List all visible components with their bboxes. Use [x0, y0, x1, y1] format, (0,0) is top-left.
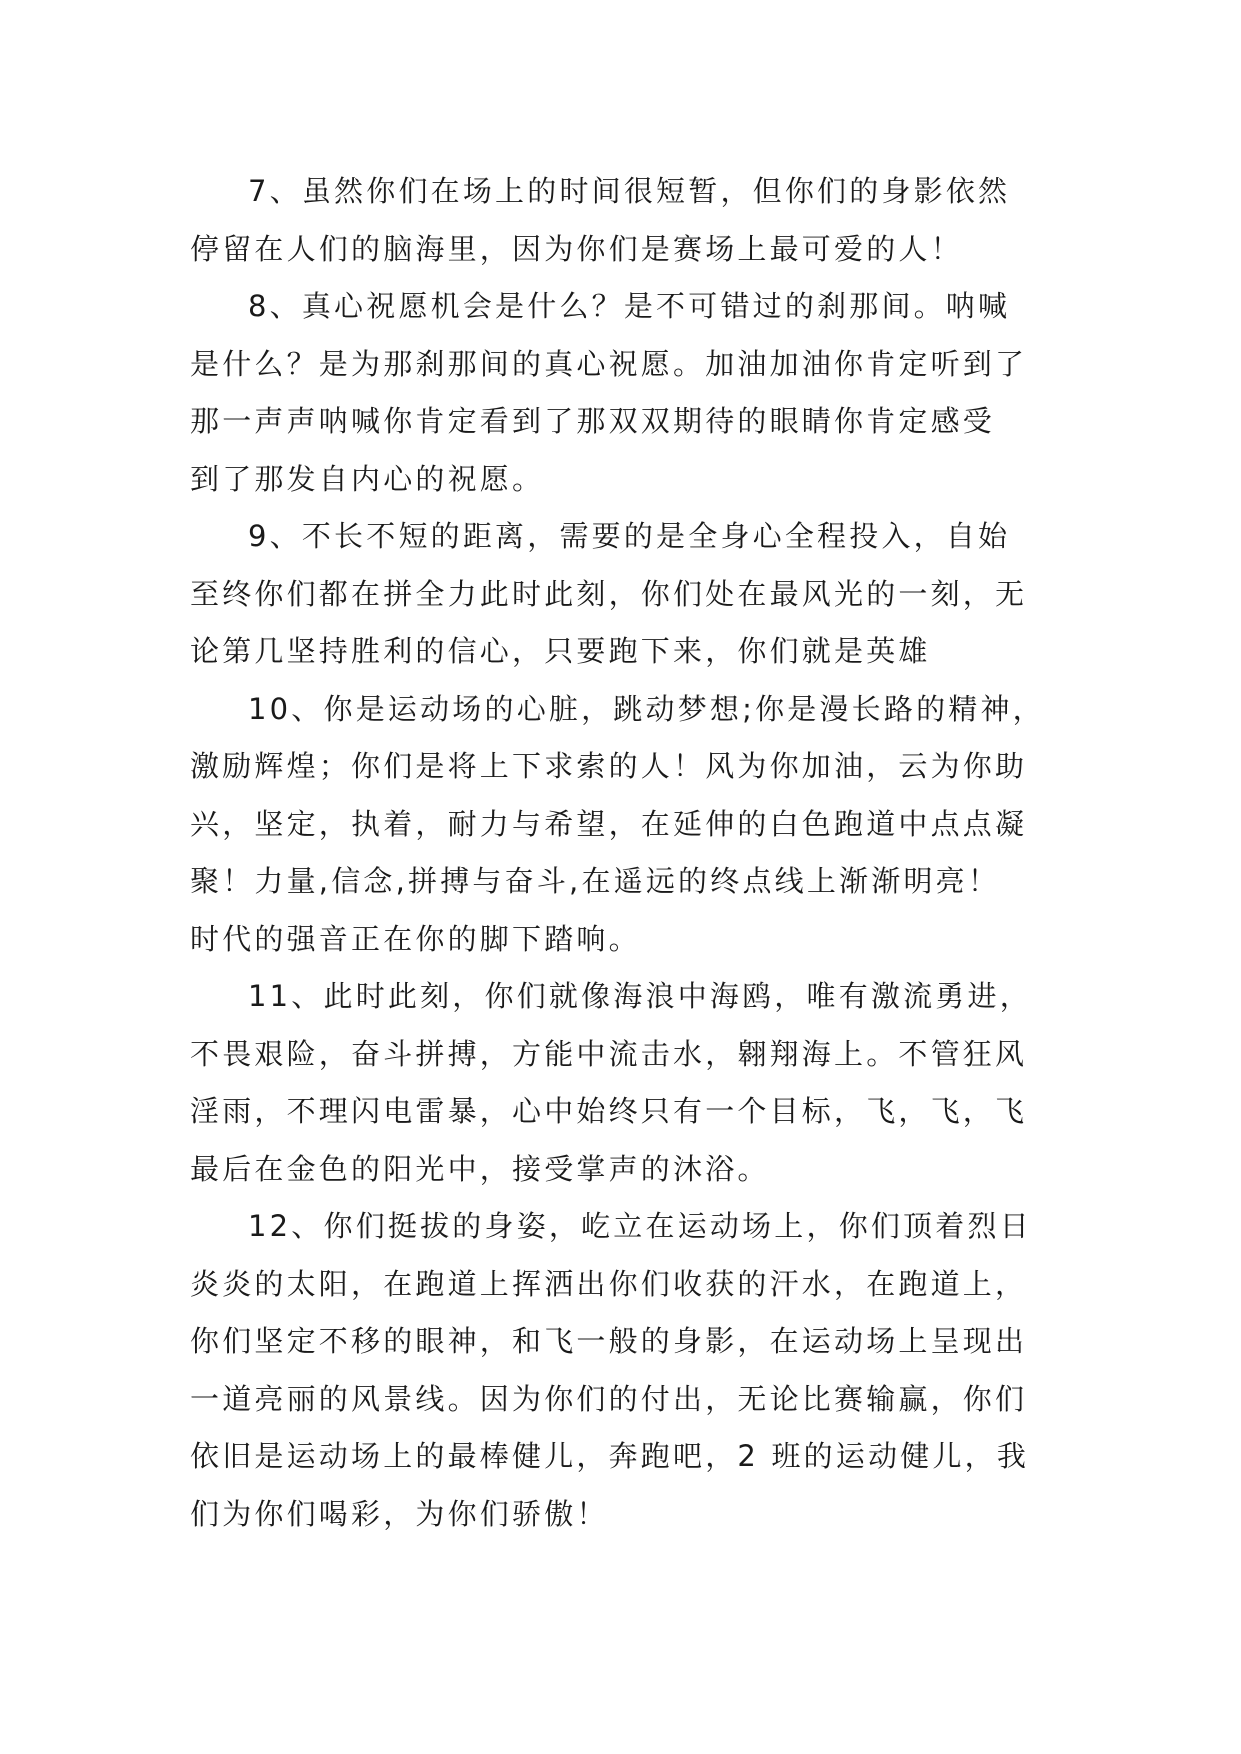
paragraph-8: 8、真心祝愿机会是什么？是不可错过的刹那间。呐喊 是什么？是为那刹那间的真心祝愿。加油加油你肯定听到了 那一声声呐喊你肯定看到了那双双期待的眼睛你肯定感受 到了那发自内心的祝愿。 — [190, 289, 1028, 496]
paragraph-10: 10、你是运动场的心脏，跳动梦想;你是漫长路的精神， 激励辉煌；你们是将上下求索的人！风为你加油，云为你助 兴，坚定，执着，耐力与希望，在延伸的白色跑道中点点凝 聚！力量,信念,拼搏与奋斗,在遥远的终点线上渐渐明亮！ 时代的强音正在你的脚下踏响。 — [190, 691, 1045, 956]
document-body — [190, 163, 1050, 1543]
paragraph-12: 12、你们挺拔的身姿，屹立在运动场上，你们顶着烈日 炎炎的太阳，在跑道上挥洒出你们收获的汗水，在跑道上， 你们坚定不移的眼神，和飞一般的身影，在运动场上呈现出 一道亮丽的风景线。因为你们的付出，无论比赛输赢，你们 依旧是运动场上的最棒健儿，奔跑吧，2 班的运动健儿，我 们为你们喝彩，为你们骄傲！ — [190, 1209, 1032, 1531]
paragraph-7: 7、虽然你们在场上的时间很短暂，但你们的身影依然 停留在人们的脑海里，因为你们是赛场上最可爱的人！ — [190, 174, 1011, 266]
paragraph-9: 9、不长不短的距离，需要的是全身心全程投入，自始 至终你们都在拼全力此时此刻，你们处在最风光的一刻，无 论第几坚持胜利的信心，只要跑下来，你们就是英雄 — [190, 519, 1028, 668]
paragraph-11: 11、此时此刻，你们就像海浪中海鸥，唯有激流勇进， 不畏艰险，奋斗拼搏，方能中流击水，翱翔海上。不管狂风 淫雨，不理闪电雷暴，心中始终只有一个目标，飞，飞，飞 最后在金色的阳光中，接受掌声的沐浴。 — [190, 979, 1032, 1186]
